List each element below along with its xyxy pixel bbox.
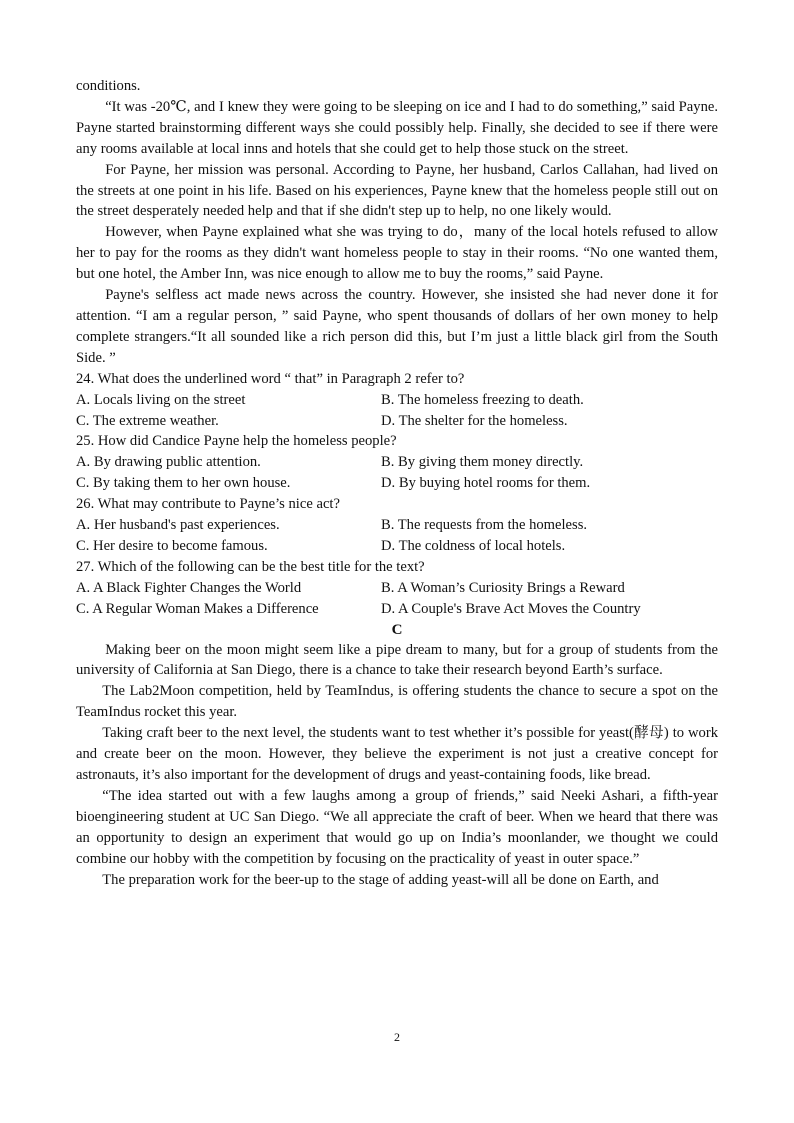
page-number: 2	[394, 1030, 400, 1044]
question-26	[76, 494, 718, 557]
option-d: D. A Couple's Brave Act Moves the Country	[381, 600, 641, 617]
passage-b-paragraph-3: For Payne, her mission was personal. According to Payne, her husband, Carlos Callahan, had lived on the streets at one point in his life. Based on his experiences, Payne knew that the homeless people still out on the street desperately needed help and that if she didn't step up to help, no one likely would.	[76, 161, 718, 220]
options-row	[76, 536, 718, 557]
option-c: C. A Regular Woman Makes a Difference	[76, 600, 319, 617]
question-stem: 25. How did Candice Payne help the homeless people?	[76, 433, 397, 450]
question-25	[76, 431, 718, 494]
option-c: C. By taking them to her own house.	[76, 475, 291, 492]
passage-c-paragraph-4: “The idea started out with a few laughs among a group of friends,” said Neeki Ashari, a fifth-year bioengineering student at UC San Diego. “We all appreciate the craft of beer. When we heard that there was an opportunity to design an experiment that would go up on India’s moonlander, we thought we could combine our hobby with the competition by focusing on the practicality of yeast in outer space.”	[76, 787, 718, 867]
option-d: D. The shelter for the homeless.	[381, 412, 568, 429]
options-row	[76, 452, 718, 473]
options-row	[76, 578, 718, 599]
passage-b-paragraph-5: Payne's selfless act made news across the country. However, she insisted she had never done it for attention. “I am a regular person, ” said Payne, who spent thousands of dollars of her own money to help complete strangers.“It all sounded like a rich person did this, but I’m just a little black girl from the South Side. ”	[76, 287, 718, 366]
question-stem: 27. Which of the following can be the best title for the text?	[76, 558, 425, 575]
option-b: B. The homeless freezing to death.	[381, 391, 584, 408]
passage-c-paragraph-1: Making beer on the moon might seem like a pipe dream to many, but for a group of students from the university of California at San Diego, there is a chance to take their research beyond Earth’s surface.	[76, 641, 718, 679]
question-27	[76, 557, 718, 620]
option-a: A. Locals living on the street	[76, 391, 246, 408]
options-row	[76, 411, 718, 432]
exam-page	[76, 76, 718, 890]
option-a: A. Her husband's past experiences.	[76, 517, 280, 534]
option-b: B. The requests from the homeless.	[381, 517, 588, 534]
options-row	[76, 473, 718, 494]
option-a: A. By drawing public attention.	[76, 454, 261, 471]
option-c: C. The extreme weather.	[76, 412, 219, 429]
passage-b-continuation: conditions.	[76, 78, 141, 94]
option-b: B. By giving them money directly.	[381, 454, 584, 471]
options-row	[76, 390, 718, 411]
question-stem: 24. What does the underlined word “ that” in Paragraph 2 refer to?	[76, 370, 465, 387]
question-24	[76, 369, 718, 432]
options-row	[76, 599, 718, 620]
passage-b-paragraph-4: However, when Payne explained what she was trying to do，many of the local hotels refused to allow her to pay for the rooms as they didn't want homeless people to stay in their rooms. “No one wanted them, but one hotel, the Amber Inn, was nice enough to allow me to buy the rooms,” said Payne.	[76, 224, 718, 283]
section-heading-c: C	[391, 621, 403, 638]
option-d: D. The coldness of local hotels.	[381, 537, 566, 554]
options-row	[76, 515, 718, 536]
passage-c-paragraph-5: The preparation work for the beer-up to the stage of adding yeast-will all be done on Earth, and	[102, 871, 659, 888]
option-a: A. A Black Fighter Changes the World	[76, 579, 302, 596]
passage-c-paragraph-2: The Lab2Moon competition, held by TeamIndus, is offering students the chance to secure a spot on the TeamIndus rocket this year.	[76, 683, 718, 721]
question-stem: 26. What may contribute to Payne’s nice act?	[76, 496, 340, 513]
option-d: D. By buying hotel rooms for them.	[381, 475, 591, 492]
option-c: C. Her desire to become famous.	[76, 537, 268, 554]
passage-c-paragraph-3: Taking craft beer to the next level, the students want to test whether it’s possible for yeast(酵母) to work and create beer on the moon. However, they believe the experiment is not just a creative concept for astronauts, it’s also important for the development of drugs and yeast-containing foods, like bread.	[76, 725, 718, 783]
passage-b-paragraph-2: “It was -20℃, and I knew they were going to be sleeping on ice and I had to do something,” said Payne. Payne started brainstorming different ways she could possibly help. Finally, she decided to see if there were any rooms available at local inns and hotels that she could get to help those stuck on the street.	[76, 98, 718, 157]
option-b: B. A Woman’s Curiosity Brings a Reward	[381, 579, 625, 596]
